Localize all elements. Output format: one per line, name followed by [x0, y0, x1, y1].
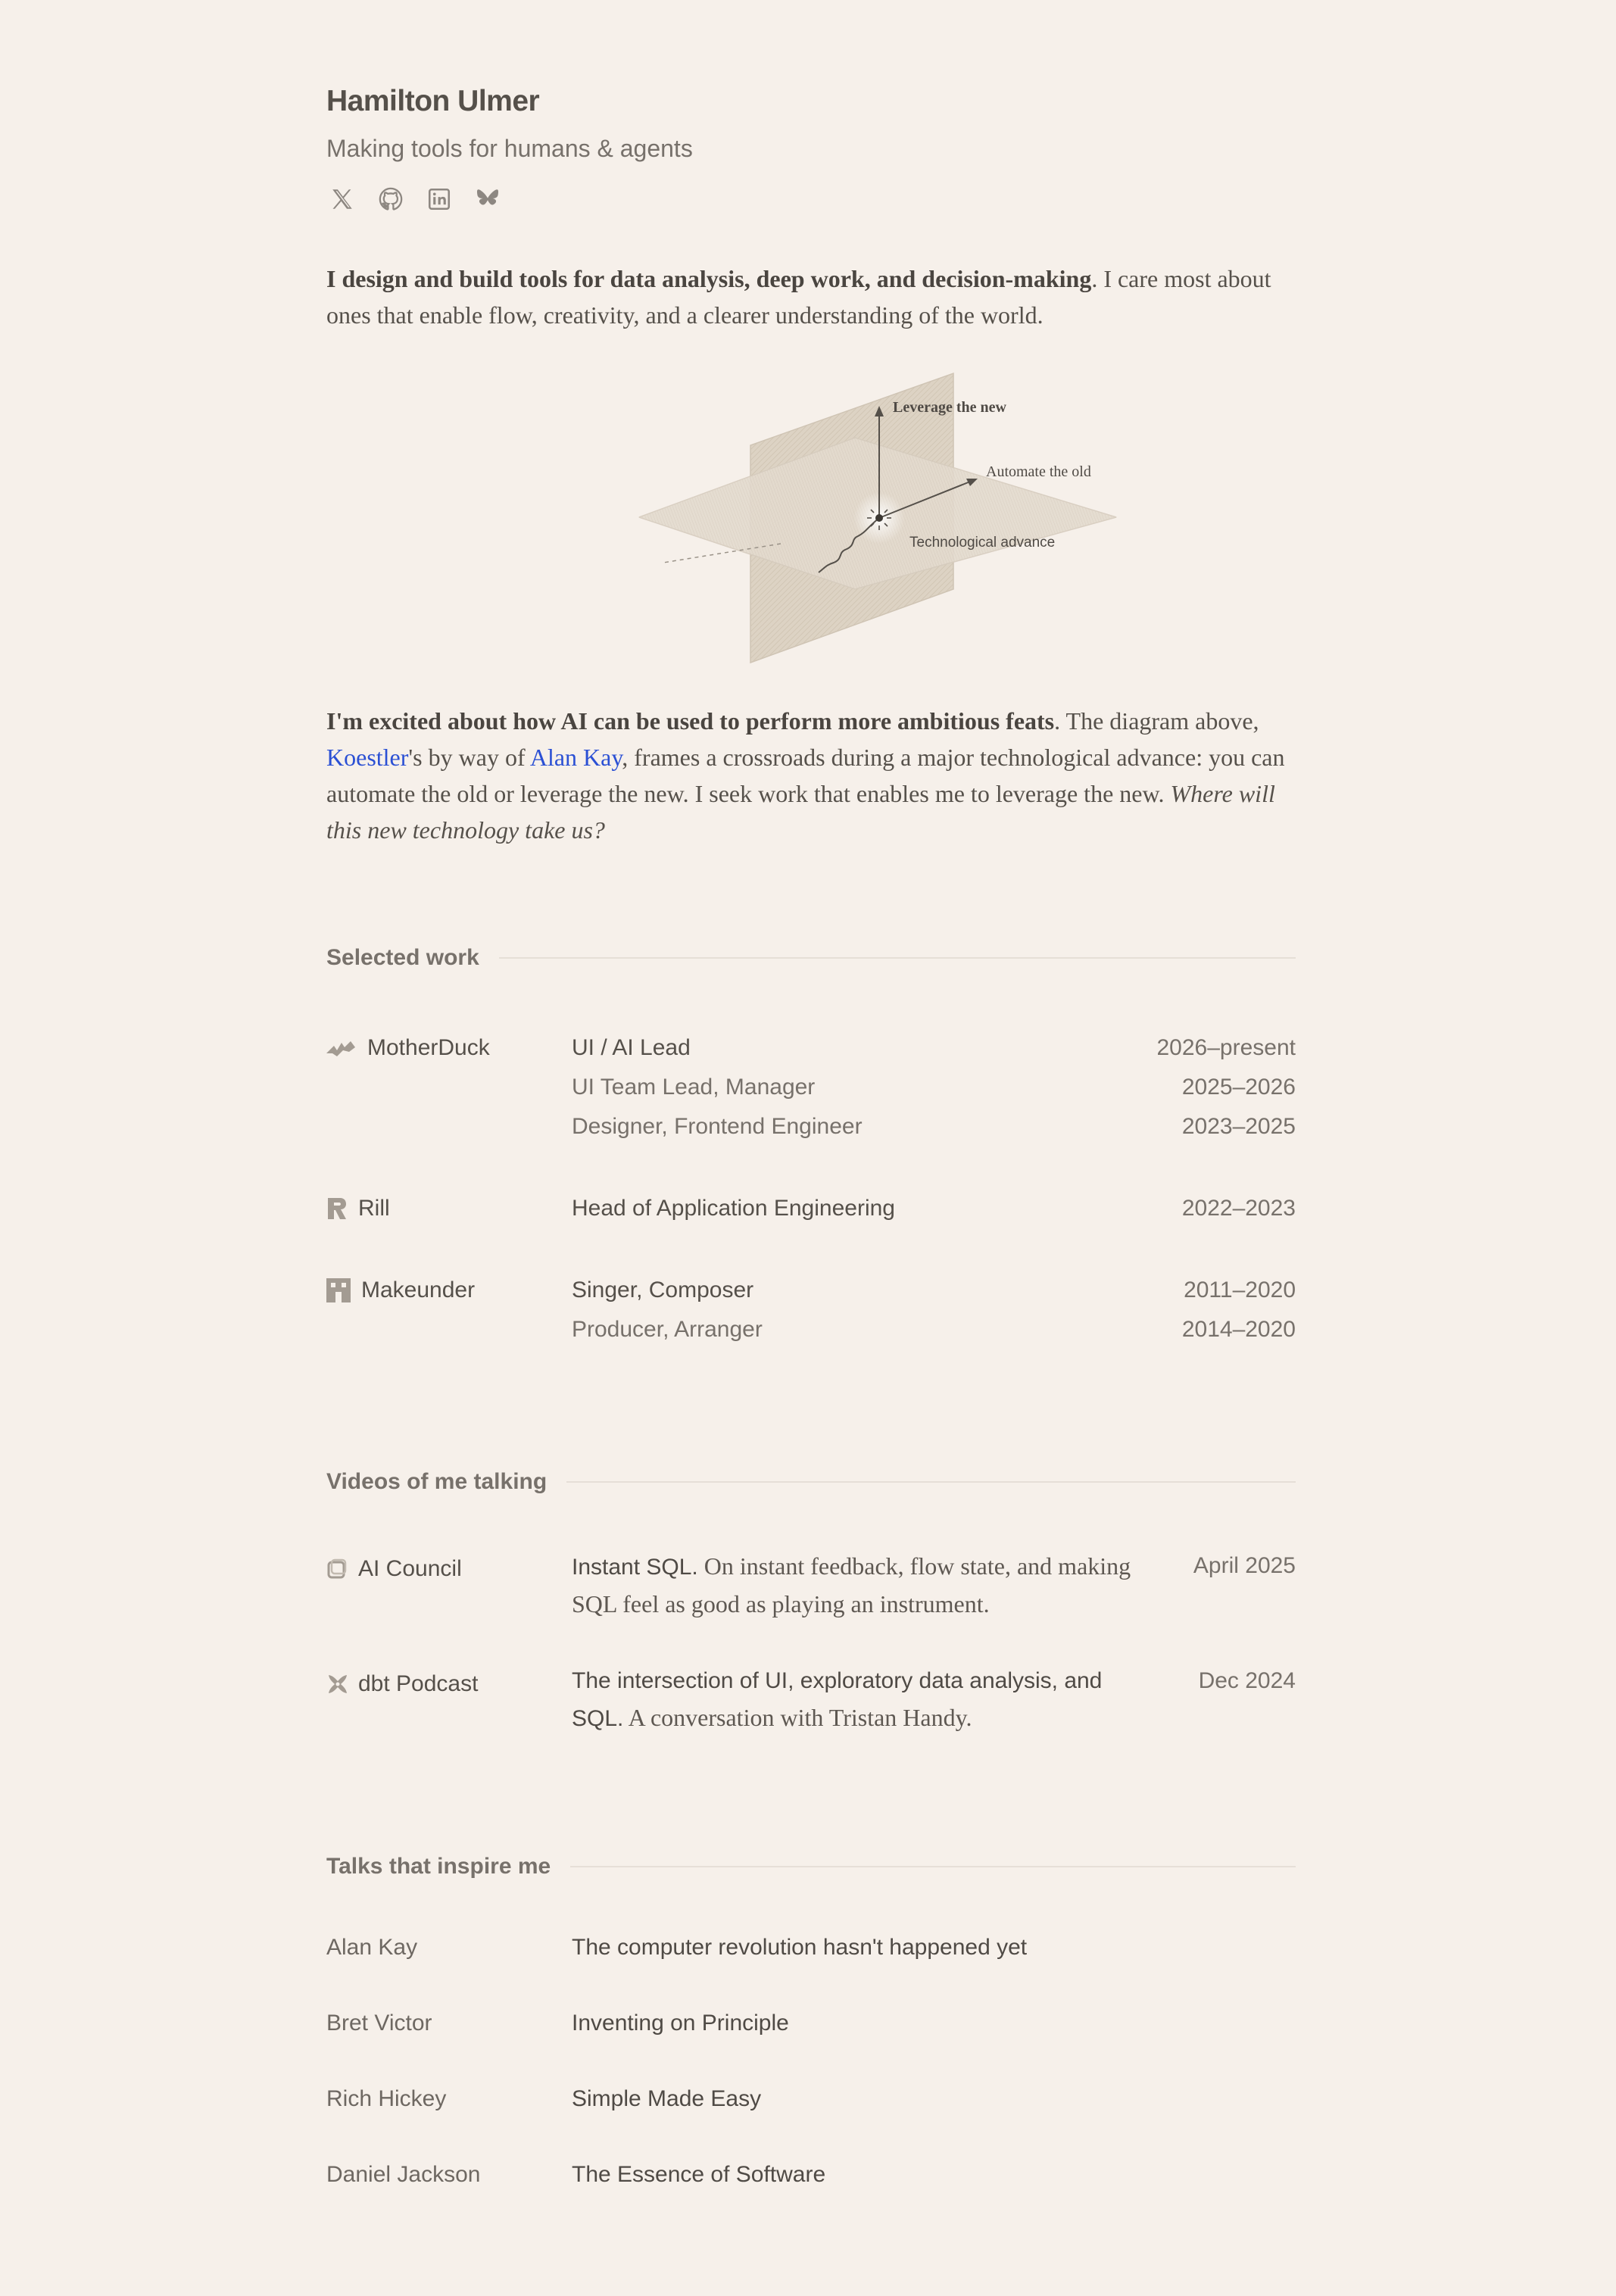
bluesky-icon[interactable]	[472, 183, 504, 215]
talk-title-link[interactable]: The computer revolution hasn't happened yet	[572, 1935, 1028, 1960]
social-links	[326, 183, 504, 215]
video-summary: A conversation with Tristan Handy.	[623, 1704, 972, 1731]
role-line	[572, 1189, 1296, 1228]
org-name: AI Council	[358, 1556, 462, 1581]
github-icon[interactable]	[375, 183, 407, 215]
talks-heading	[326, 1854, 1296, 1880]
video-org	[326, 1551, 462, 1587]
video-title[interactable]: Instant SQL.	[572, 1555, 698, 1580]
intro-bold: I design and build tools for data analysis, deep work, and decision-making	[326, 265, 1092, 292]
site-title[interactable]: Hamilton Ulmer	[326, 85, 540, 117]
org-name: Rill	[358, 1196, 390, 1221]
ai-text-2: 's by way of	[408, 744, 530, 771]
work-roles	[572, 1271, 1296, 1349]
talk-speaker: Daniel Jackson	[326, 2162, 481, 2187]
role-years: 2011–2020	[1184, 1277, 1296, 1302]
video-date: Dec 2024	[1198, 1668, 1296, 1693]
talks-title: Talks that inspire me	[326, 1854, 551, 1879]
role-title: UI Team Lead, Manager	[572, 1075, 816, 1100]
role-line	[572, 1310, 1296, 1349]
label-automate: Automate the old	[986, 463, 1091, 480]
role-line	[572, 1068, 1296, 1107]
role-years: 2026–present	[1156, 1035, 1296, 1060]
work-roles	[572, 1028, 1296, 1146]
videos-heading	[326, 1469, 1296, 1495]
role-title: UI / AI Lead	[572, 1035, 691, 1060]
video-description	[572, 1548, 1147, 1624]
video-title[interactable]: The intersection of UI, exploratory data analysis, and SQL.	[572, 1668, 1103, 1731]
org-name: Makeunder	[361, 1277, 476, 1302]
video-description	[572, 1663, 1147, 1737]
role-years: 2025–2026	[1181, 1075, 1296, 1100]
video-date: April 2025	[1193, 1553, 1296, 1578]
alan-kay-link[interactable]: Alan Kay	[529, 744, 622, 771]
role-years: 2023–2025	[1181, 1114, 1296, 1139]
selected-work-heading	[326, 945, 1296, 971]
koestler-link[interactable]: Koestler	[326, 744, 409, 771]
ai-italic: Where will this new technology take us?	[326, 780, 1275, 844]
talk-speaker: Rich Hickey	[326, 2086, 447, 2111]
org-name: MotherDuck	[367, 1035, 490, 1060]
ai-text-3: , frames a crossroads during a major technological advance: you can automate the old or leverage the new. I seek work that enables me to leverage the new.	[326, 744, 1285, 807]
selected-work-title: Selected work	[326, 945, 479, 970]
videos-title: Videos of me talking	[326, 1469, 548, 1494]
crossroads-diagram	[584, 370, 1091, 672]
talk-speaker: Bret Victor	[326, 2011, 432, 2036]
ai-paragraph	[326, 703, 1296, 848]
video-summary: On instant feedback, flow state, and making SQL feel as good as playing an instrument.	[572, 1552, 1131, 1617]
org-name: dbt Podcast	[358, 1671, 479, 1696]
x-icon[interactable]	[326, 183, 358, 215]
section-divider	[499, 957, 1296, 959]
role-line	[572, 1107, 1296, 1146]
label-advance: Technological advance	[909, 535, 1056, 551]
work-org	[326, 1271, 475, 1310]
dbt-icon	[326, 1673, 348, 1695]
talk-title-link[interactable]: The Essence of Software	[572, 2162, 826, 2187]
work-roles	[572, 1189, 1296, 1228]
makeunder-logo-icon	[326, 1275, 351, 1306]
role-years: 2014–2020	[1181, 1317, 1296, 1342]
talk-title-link[interactable]: Inventing on Principle	[572, 2011, 789, 2036]
ai-text-1: . The diagram above,	[1054, 707, 1259, 735]
intro-rest: . I care most about ones that enable flow, creativity, and a clearer understanding of the world.	[326, 265, 1271, 329]
tagline: Making tools for humans & agents	[326, 135, 693, 162]
intro-paragraph	[326, 260, 1296, 333]
linkedin-icon[interactable]	[423, 183, 455, 215]
section-divider	[566, 1481, 1296, 1483]
role-title: Designer, Frontend Engineer	[572, 1114, 863, 1139]
ai-bold: I'm excited about how AI can be used to perform more ambitious feats	[326, 707, 1055, 735]
video-org	[326, 1666, 478, 1702]
role-title: Head of Application Engineering	[572, 1196, 895, 1221]
work-org	[326, 1189, 390, 1228]
role-line	[572, 1028, 1296, 1068]
label-leverage: Leverage the new	[893, 399, 1006, 416]
section-divider	[570, 1866, 1296, 1867]
role-line	[572, 1271, 1296, 1310]
work-org	[326, 1028, 490, 1068]
role-years: 2022–2023	[1181, 1196, 1296, 1221]
role-title: Singer, Composer	[572, 1277, 754, 1302]
talk-speaker: Alan Kay	[326, 1935, 418, 1960]
talk-title-link[interactable]: Simple Made Easy	[572, 2086, 762, 2111]
rill-logo-icon	[326, 1193, 348, 1224]
role-title: Producer, Arranger	[572, 1317, 763, 1342]
duck-icon	[326, 1033, 357, 1063]
ai-council-icon	[326, 1558, 348, 1580]
